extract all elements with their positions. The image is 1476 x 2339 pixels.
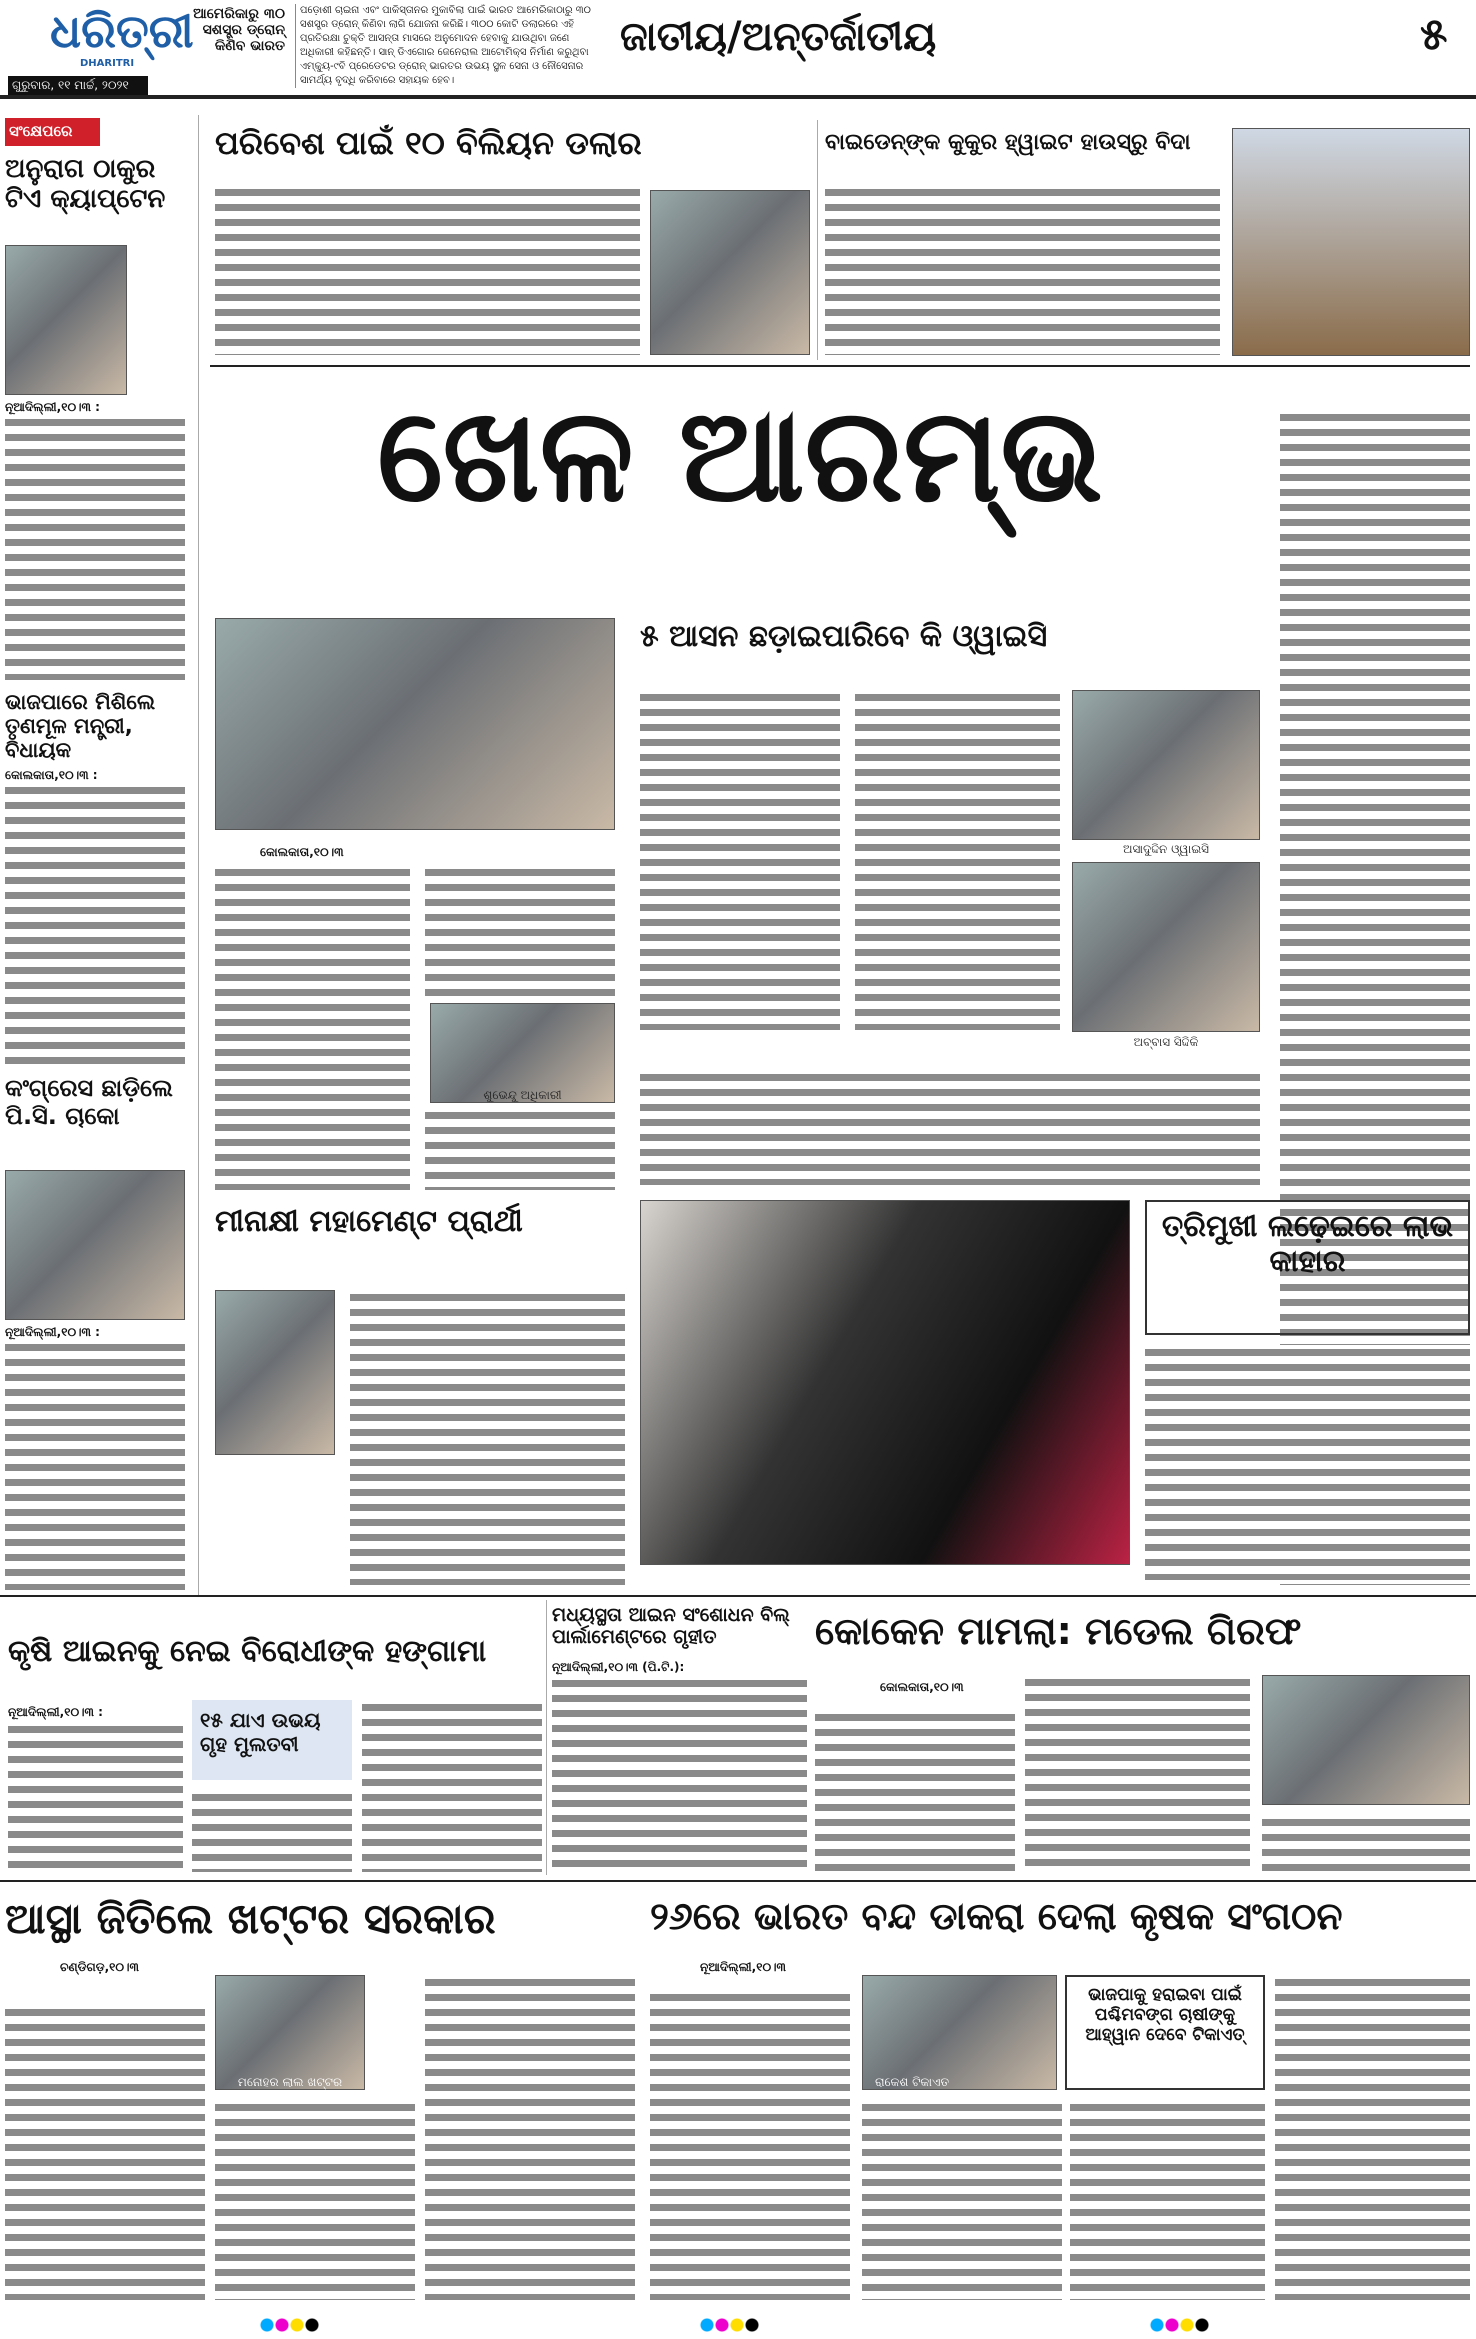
dateline: ନୂଆଦିଲ୍ଲୀ,୧୦।୩ (ପି.ଟି.): <box>552 1660 685 1674</box>
article-body <box>815 1710 1015 1872</box>
photo-caption: ଶୁଭେନ୍ଦୁ ଅଧିକାରୀ <box>483 1088 562 1102</box>
article-body <box>215 2100 415 2300</box>
article-body <box>425 1108 615 1190</box>
article-body <box>855 690 1060 1030</box>
dateline: ନୂଆଦିଲ୍ଲୀ,୧୦।୩ : <box>8 1705 103 1719</box>
tikait-photo <box>862 1975 1057 2090</box>
article-body <box>8 1722 183 1872</box>
photo-caption: ମନୋହର ଲାଲ ଖଟ୍ଟର <box>237 2075 343 2089</box>
pc-chacko-photo <box>5 1170 185 1320</box>
article-body <box>215 865 410 1190</box>
article-body <box>215 185 640 355</box>
row-rule <box>0 1880 1476 1882</box>
article-body <box>362 1700 542 1872</box>
photo-caption: ଅସାଦୁଦ୍ଦିନ ଓ୍ୱାଇସି <box>1122 842 1210 856</box>
dateline: କୋଲକାତା,୧୦।୩ <box>260 845 344 859</box>
article-body <box>5 415 185 680</box>
article-body <box>192 1790 352 1872</box>
registration-marks <box>700 2318 760 2332</box>
headline-khattar: ଆସ୍ଥା ଜିତିଲେ ଖଟ୍ଟର ସରକାର <box>5 1894 496 1943</box>
brief-label: ସଂକ୍ଷେପରେ <box>5 118 100 146</box>
dateline: ନୂଆଦିଲ୍ଲୀ,୧୦।୩ : <box>5 400 100 414</box>
mamata-photo <box>215 618 615 830</box>
headline-biden-dog: ବାଇଡେନ୍‌ଙ୍କ କୁକୁର ହ୍ୱାଇଟ ହାଉସ୍‌ରୁ ବିଦା <box>825 130 1191 155</box>
section-title: ଜାତୀୟ/ଅନ୍ତର୍ଜାତୀୟ <box>620 14 937 60</box>
headline-farm-laws: କୃଷି ଆଇନକୁ ନେଇ ବିରୋଧୀଙ୍କ ହଙ୍ଗାମା <box>8 1634 487 1669</box>
article-body <box>5 1340 185 1590</box>
article-body <box>552 1676 807 1872</box>
article-body <box>1145 1345 1470 1580</box>
headline-arbitration: ମଧ୍ୟସ୍ଥତା ଆଇନ ସଂଶୋଧନ ବିଲ୍ ପାର୍ଲାମେଣ୍ଟରେ ଗୃହୀତ <box>552 1604 790 1648</box>
white-house-dog-photo <box>1232 128 1470 356</box>
voter-photo <box>640 1200 1130 1565</box>
lead-subhead: ୫ ଆସନ ଛଡ଼ାଇପାରିବେ କି ଓ୍ୱାଇସି <box>640 619 1048 654</box>
dateline: ନୂଆଦିଲ୍ଲୀ,୧୦।୩ : <box>5 1325 100 1339</box>
article-body <box>1070 2100 1265 2300</box>
info-box: ୧୫ ଯାଏ ଉଭୟ ଗୃହ ମୁଲତବୀ <box>192 1700 352 1780</box>
article-body <box>350 1290 625 1585</box>
headline-cocaine: କୋକେନ ମାମଲା: ମଡେଲ ଗିରଫ <box>815 1609 1302 1653</box>
dateline: ଚଣ୍ଡିଗଡ଼,୧୦।୩ <box>60 1960 139 1974</box>
teaser-text: ପଡ଼ୋଶୀ ଚାଇନା ଏବଂ ପାକିସ୍ତାନର ମୁକାବିଲା ପାଇଁ ଭାରତ ଆମେରିକାଠାରୁ ୩୦ ସଶସ୍ତ୍ର ଡ୍ରୋନ୍ କିଣିବା ଲାଗି ଯୋଜନା କରିଛି। ୩୦୦ କୋଟି ଡଲାରରେ ଏହି ପ୍ରତିରକ୍ଷା ଚୁକ୍ତି ଆସନ୍ତା ମାସରେ ଅନୁମୋଦନ ହେବାକୁ ଯାଉଥିବା ଜଣେ ଅଧିକାରୀ କହିଛନ୍ତି। ସାନ୍ ଡିଏଗୋର ଜେନେରାଲ ଆଟୋମିକ୍ସ ନିର୍ମାଣ କରୁଥିବା ଏମ୍କ୍ୟୁ-୯ବି ପ୍ରେଡେଟର ଡ୍ରୋନ୍ ଭାରତର ଉଭୟ ସ୍ଥଳ ସେନା ଓ ନୌସେନାର ସାମର୍ଥ୍ୟ ବୃଦ୍ଧି କରିବାରେ ସହାୟକ ହେବ। <box>295 4 595 88</box>
logo-english: DHARITRI <box>80 58 135 69</box>
brief-headline-2: ଭାଜପାରେ ମିଶିଲେ ତୃଣମୂଳ ମନ୍ତ୍ରୀ, ବିଧାୟକ <box>5 690 156 763</box>
article-body <box>640 690 840 1030</box>
anurag-thakur-photo <box>5 245 127 395</box>
column-divider <box>817 120 818 360</box>
dateline: କୋଲକାତା,୧୦।୩ <box>880 1680 964 1694</box>
column-divider <box>546 1600 547 1875</box>
logo: ଧରିତ୍ରୀ <box>50 4 194 58</box>
dateline: କୋଲକାତା,୧୦।୩ : <box>5 768 98 782</box>
brief-headline-3: କଂଗ୍ରେସ ଛାଡ଼ିଲେ ପି.ସି. ଚାକୋ <box>5 1074 173 1130</box>
article-body <box>1275 1975 1470 2300</box>
info-box: ଭାଜପାକୁ ହରାଇବା ପାଇଁ ପଶ୍ଚିମବଙ୍ଗ ଚାଷୀଙ୍କୁ ଆହ୍ୱାନ ଦେବେ ଟିକାଏତ୍ <box>1065 1975 1265 2090</box>
article-body <box>425 865 615 1000</box>
owaisi-photo <box>1072 690 1260 840</box>
registration-marks <box>260 2318 320 2332</box>
headline-environment: ପରିବେଶ ପାଇଁ ୧୦ ବିଲିୟନ ଡଲାର <box>215 124 642 162</box>
meenakshi-photo <box>215 1290 335 1455</box>
headline-bharat-bandh: ୨୬ରେ ଭାରତ ବନ୍ଦ ଡାକରା ଦେଲା କୃଷକ ସଂଗଠନ <box>650 1894 1343 1938</box>
registration-marks <box>1150 2318 1210 2332</box>
article-body <box>5 2005 205 2300</box>
dateline: ନୂଆଦିଲ୍ଲୀ,୧୦।୩ <box>700 1960 786 1974</box>
article-body <box>640 1070 1260 1185</box>
siddiqui-photo <box>1072 862 1260 1032</box>
headline-trimukhi: ତ୍ରିମୁଖୀ ଲଢ଼େଇରେ ଲାଭ କାହାର <box>1161 1209 1454 1279</box>
masthead-rule <box>0 95 1476 99</box>
column-divider <box>198 115 199 1595</box>
article-body <box>5 783 185 1068</box>
article-body <box>825 185 1220 355</box>
brief-headline-1: ଅନୁରାଗ ଠାକୁର ଟିଏ କ୍ୟାପ୍ଟେନ <box>5 154 166 214</box>
article-body <box>862 2100 1062 2300</box>
model-arrest-photo <box>1262 1675 1470 1805</box>
bezos-photo <box>650 190 810 355</box>
row-rule <box>210 365 1470 367</box>
article-body <box>1025 1675 1250 1872</box>
lead-headline: ଖେଳ ଆରମ୍ଭ <box>377 379 1103 531</box>
article-body <box>425 1975 635 2300</box>
photo-caption: ଅବ୍ବାସ ସିଦ୍ଦିକି <box>1133 1035 1199 1049</box>
photo-caption: ରାକେଶ ଟିକାଏତ <box>874 2075 950 2089</box>
headline-meenakshi: ମୀନାକ୍ଷୀ ମହାମେଣ୍ଟ ପ୍ରାର୍ଥୀ <box>215 1204 523 1239</box>
article-body <box>1262 1815 1470 1872</box>
date: ଗୁରୁବାର, ୧୧ ମାର୍ଚ୍ଚ, ୨୦୨୧ <box>8 76 148 96</box>
row-rule <box>0 1595 1476 1597</box>
article-body <box>650 1990 850 2300</box>
teaser-title: ଆମେରିକାରୁ ୩୦ ସଶସ୍ତ୍ର ଡ୍ରୋନ୍ କିଣିବ ଭାରତ <box>193 6 285 55</box>
page-number: ୫ <box>1420 9 1448 60</box>
khattar-photo <box>215 1975 365 2090</box>
